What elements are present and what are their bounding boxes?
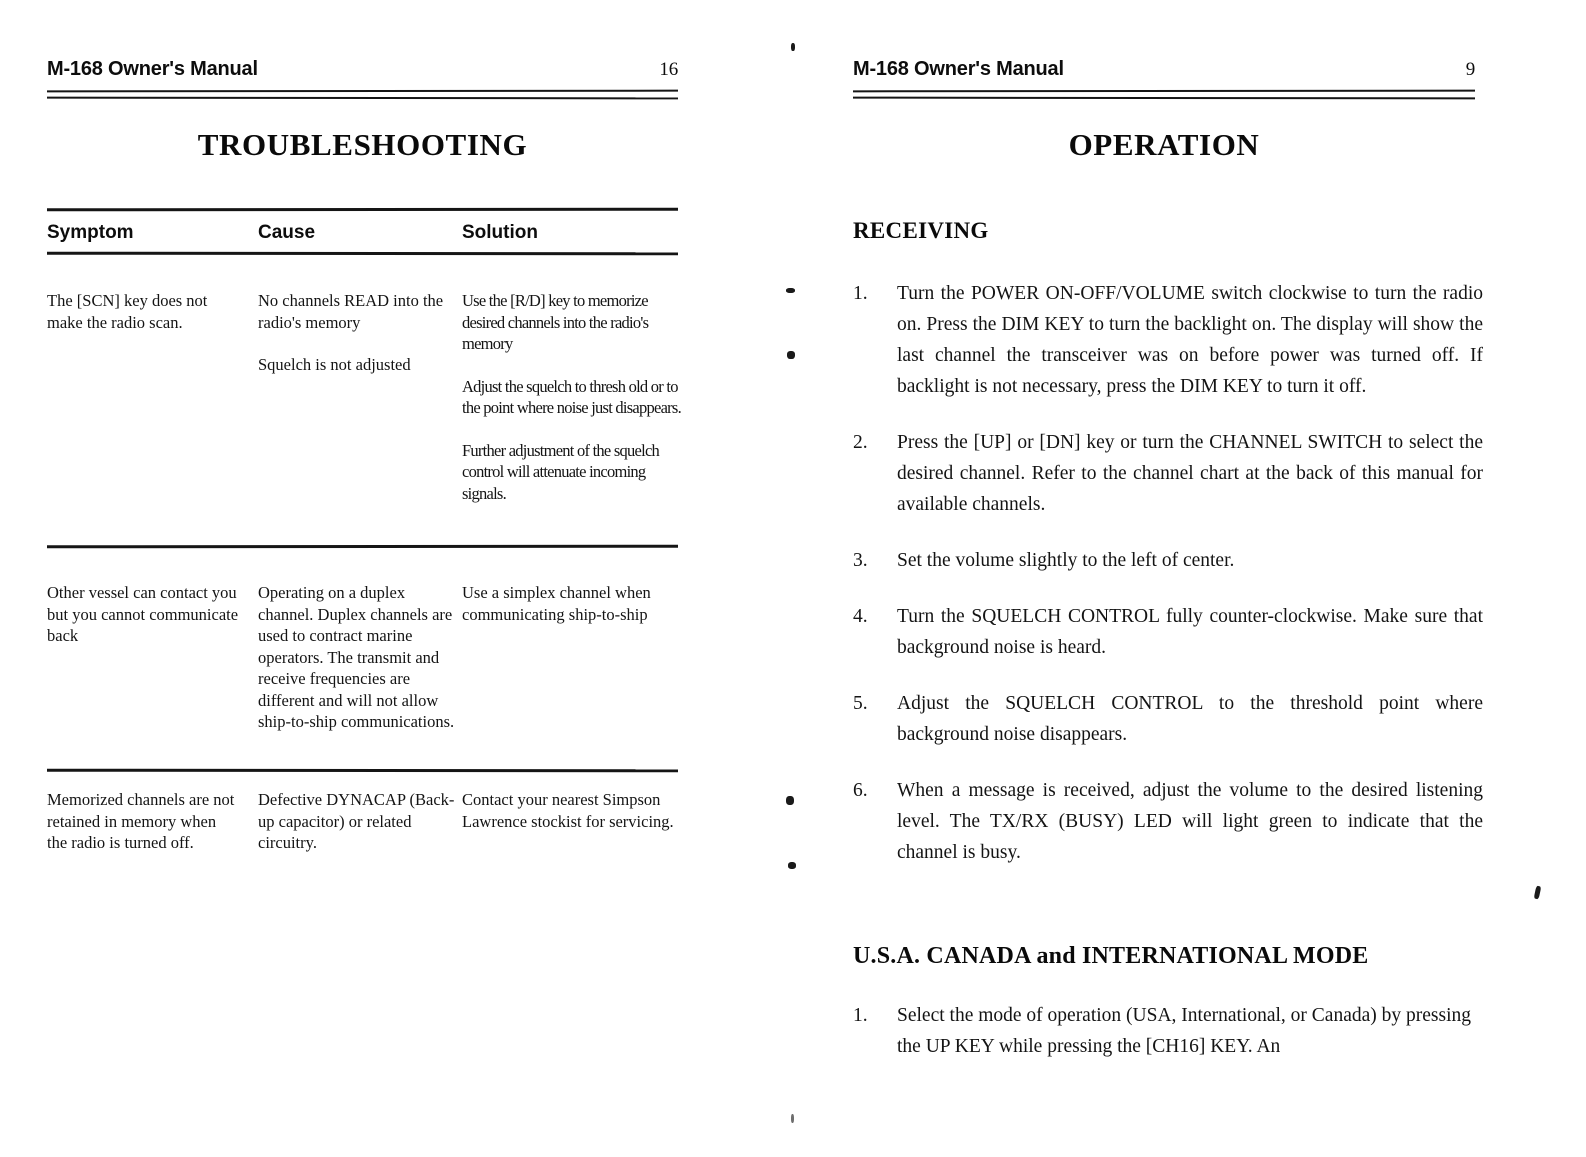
table-column-header-solution: Solution bbox=[462, 222, 538, 243]
list-item-number: 5. bbox=[853, 693, 868, 714]
header-double-rule-right bbox=[853, 90, 1475, 99]
list-item bbox=[853, 688, 1483, 750]
table-row bbox=[462, 290, 682, 504]
cell-text: Memorized channels are not retained in memory when the radio is turned off. bbox=[47, 790, 235, 852]
cell-text: Adjust the squelch to thresh old or to the point where noise just disappears. bbox=[462, 376, 681, 417]
list-item-text: Turn the SQUELCH CONTROL fully counter-clockwise. Make sure that background noise is heard. bbox=[897, 606, 1483, 658]
table-column-header-symptom: Symptom bbox=[47, 222, 134, 243]
running-head-title-left: M-168 Owner's Manual bbox=[47, 58, 258, 80]
cell-text: Other vessel can contact you but you cannot communicate back bbox=[47, 583, 239, 645]
list-item-number: 3. bbox=[853, 550, 868, 571]
chapter-title-troubleshooting: TROUBLESHOOTING bbox=[197, 127, 528, 162]
scan-speckle bbox=[791, 43, 795, 51]
section-heading-receiving: RECEIVING bbox=[853, 218, 989, 243]
list-item bbox=[853, 427, 1483, 520]
page-number-right: 9 bbox=[1465, 59, 1475, 80]
table-row bbox=[47, 582, 239, 647]
table-rule-row-separator-2 bbox=[47, 769, 678, 773]
list-item bbox=[853, 775, 1483, 868]
cell-text: Further adjustment of the squelch control will attenuate incoming signals. bbox=[462, 440, 660, 503]
list-item-text: Turn the POWER ON-OFF/VOLUME switch clockwise to turn the radio on. Press the DIM KEY to turn the backlight on. The display will show the last channel the transceiver was on before power was turned off. If backlight is not necessary, press the DIM KEY to turn it off. bbox=[897, 283, 1483, 397]
cell-text: Use a simplex channel when communicating ship-to-ship bbox=[462, 583, 651, 624]
table-row bbox=[47, 789, 239, 854]
receiving-steps-list bbox=[853, 278, 1483, 868]
list-item bbox=[853, 601, 1483, 663]
list-item-text: Adjust the SQUELCH CONTROL to the threshold point where background noise disappears. bbox=[897, 693, 1483, 745]
list-item-number: 1. bbox=[853, 283, 868, 304]
cell-text: Contact your nearest Simpson Lawrence stockist for servicing. bbox=[462, 790, 674, 831]
running-head-left bbox=[47, 58, 678, 81]
list-item-number: 4. bbox=[853, 606, 868, 627]
list-item bbox=[853, 278, 1483, 402]
list-item bbox=[853, 545, 1483, 576]
table-rule-under-header bbox=[47, 252, 678, 256]
list-item-number: 6. bbox=[853, 780, 868, 801]
chapter-title-operation: OPERATION bbox=[1068, 127, 1260, 162]
cell-text: Operating on a duplex channel. Duplex channels are used to contract marine operators. The transmit and receive frequencies are different and will not allow ship-to-ship communications. bbox=[258, 583, 455, 731]
cell-text: The [SCN] key does not make the radio scan. bbox=[47, 291, 208, 332]
mode-steps-list bbox=[853, 1000, 1483, 1062]
scan-speckle bbox=[786, 796, 794, 805]
list-item-text: Press the [UP] or [DN] key or turn the CHANNEL SWITCH to select the desired channel. Refer to the channel chart at the back of this manual for available channels. bbox=[897, 432, 1483, 515]
table-column-header-cause: Cause bbox=[258, 222, 316, 243]
table-rule-row-separator-1 bbox=[47, 545, 678, 549]
section-heading-usa-canada-international-mode: U.S.A. CANADA and INTERNATIONAL MODE bbox=[853, 943, 1369, 969]
list-item bbox=[853, 1000, 1483, 1062]
scan-speckle bbox=[788, 862, 796, 869]
scan-speckle bbox=[786, 288, 795, 293]
table-row bbox=[462, 789, 682, 832]
header-double-rule-left bbox=[47, 90, 678, 99]
cell-text: Squelch is not adjusted bbox=[258, 355, 411, 374]
table-row bbox=[258, 582, 458, 733]
list-item-text: Select the mode of operation (USA, International, or Canada) by pressing the UP KEY while pressing the [CH16] KEY. An bbox=[897, 1005, 1472, 1057]
table-row bbox=[47, 290, 239, 333]
list-item-number: 2. bbox=[853, 432, 868, 453]
page-right bbox=[793, 0, 1586, 1157]
cell-text: Defective DYNACAP (Back-up capacitor) or related circuitry. bbox=[258, 790, 455, 852]
list-item-number: 1. bbox=[853, 1005, 868, 1026]
cell-text: Use the [R/D] key to memorize desired channels into the radio's memory bbox=[462, 291, 649, 353]
running-head-right bbox=[853, 58, 1475, 81]
list-item-text: Set the volume slightly to the left of center. bbox=[897, 550, 1235, 571]
list-item-text: When a message is received, adjust the volume to the desired listening level. The TX/RX (BUSY) LED will light green to indicate that the channel is busy. bbox=[897, 780, 1483, 863]
scan-speckle bbox=[791, 1114, 794, 1123]
page-number-left: 16 bbox=[659, 59, 678, 80]
table-rule-top bbox=[47, 208, 678, 212]
cell-text: No channels READ into the radio's memory bbox=[258, 291, 444, 332]
scan-speckle bbox=[787, 351, 795, 359]
running-head-title-right: M-168 Owner's Manual bbox=[853, 58, 1064, 80]
table-row bbox=[462, 582, 682, 625]
table-row bbox=[258, 789, 458, 854]
table-row bbox=[258, 290, 454, 376]
